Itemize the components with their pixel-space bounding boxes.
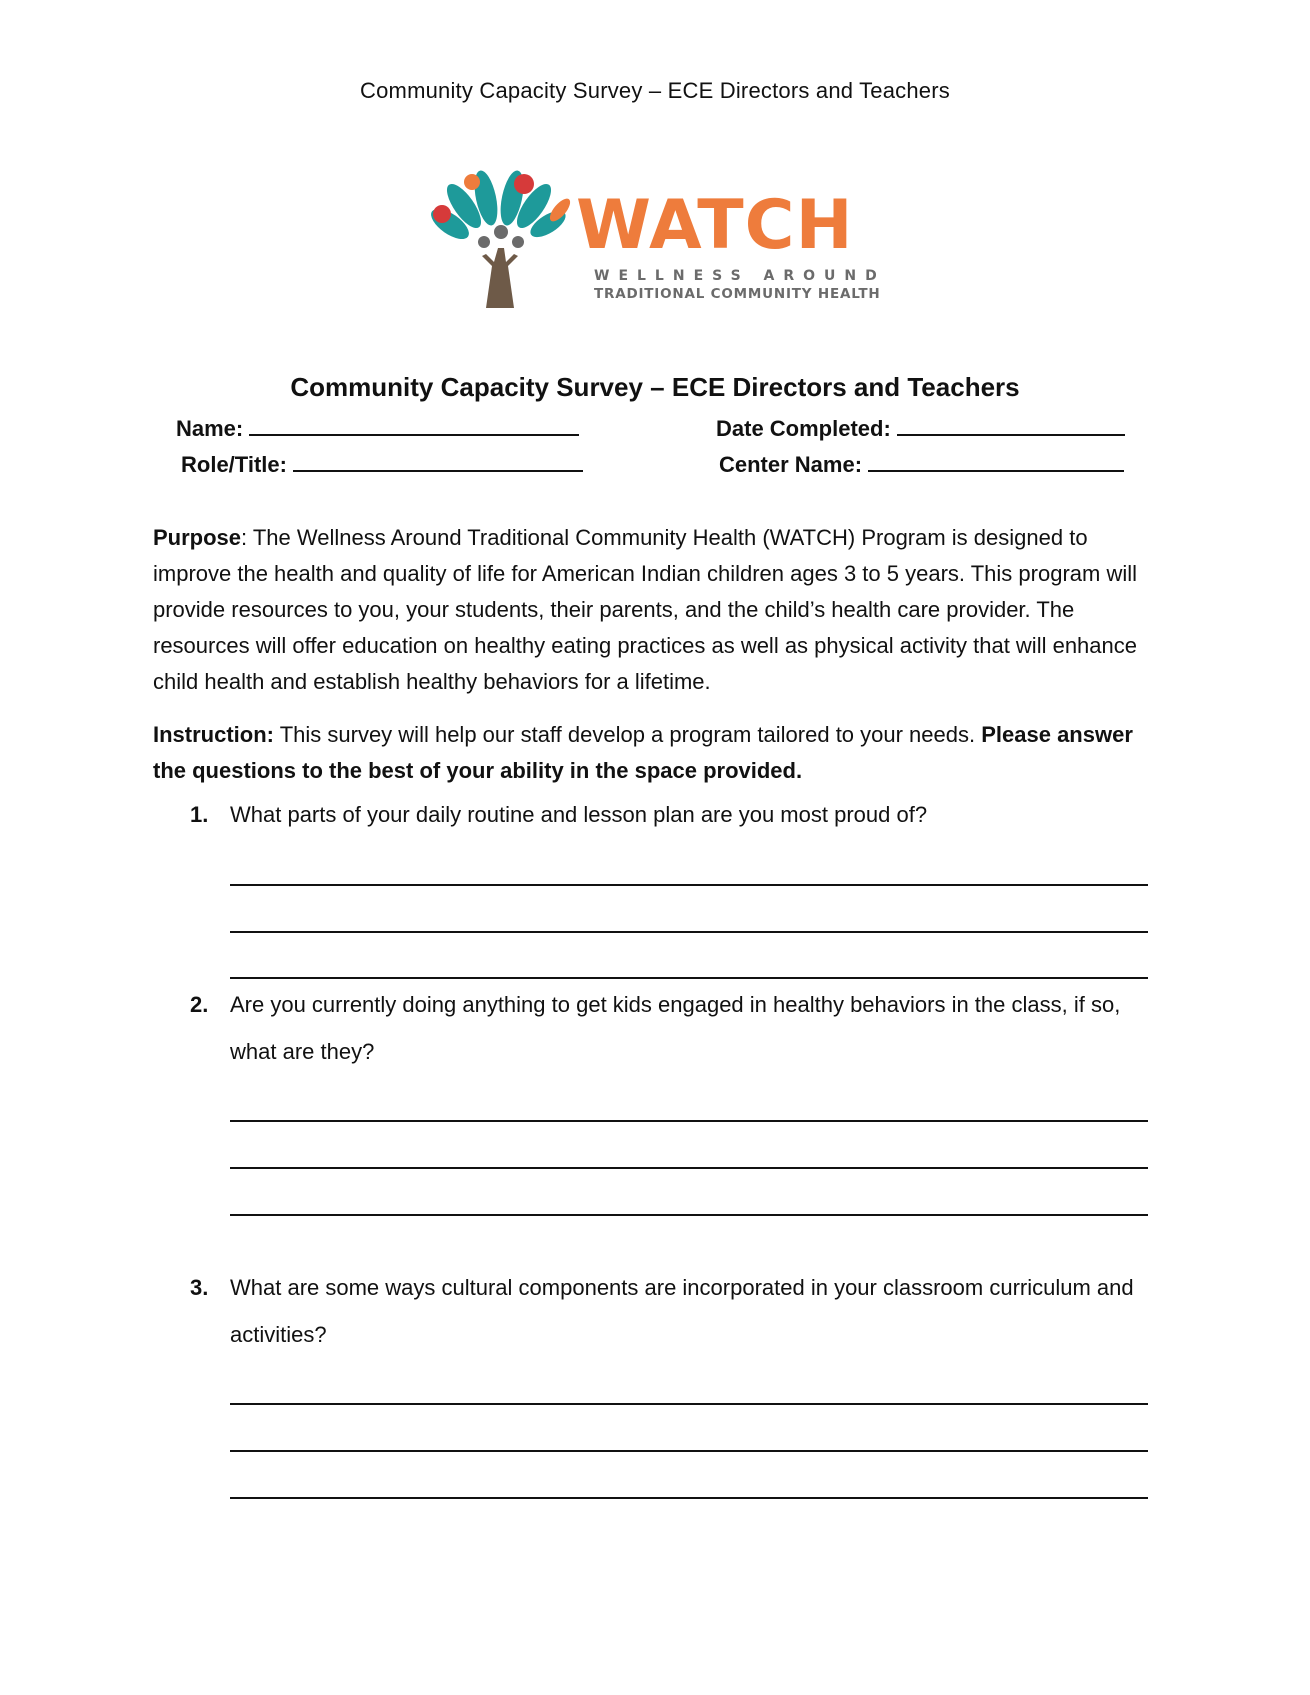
center-name-field[interactable] xyxy=(719,448,1124,478)
question-text: What parts of your daily routine and lesson plan are you most proud of? xyxy=(230,802,928,827)
logo-tagline-1: WELLNESS AROUND xyxy=(594,268,886,284)
person-icon xyxy=(478,236,490,248)
question-text: Are you currently doing anything to get kids engaged in healthy behaviors in the class, if so, what are they? xyxy=(230,992,1121,1064)
running-header: Community Capacity Survey – ECE Directors and Teachers xyxy=(360,78,950,103)
answer-line[interactable] xyxy=(230,884,1148,886)
question-text: What are some ways cultural components are incorporated in your classroom curriculum and activities? xyxy=(230,1275,1134,1347)
apple-icon xyxy=(433,205,451,223)
question-number: 1. xyxy=(190,802,209,827)
date-completed-blank[interactable] xyxy=(897,412,1125,436)
name-label: Name: xyxy=(176,416,244,441)
logo-tagline-2: TRADITIONAL COMMUNITY HEALTH xyxy=(594,286,881,302)
instruction-emphasis: Please answer the questions to the best of your ability in the space provided. xyxy=(153,722,1133,783)
answer-line[interactable] xyxy=(230,1497,1148,1499)
date-completed-field[interactable] xyxy=(716,412,1125,442)
person-icon xyxy=(512,236,524,248)
instruction-text: This survey will help our staff develop a program tailored to your needs. xyxy=(274,722,982,747)
role-title-blank[interactable] xyxy=(293,448,583,472)
logo-wordmark: WATCH xyxy=(576,186,854,265)
instruction-label: Instruction: xyxy=(153,722,274,747)
answer-line[interactable] xyxy=(230,977,1148,979)
instruction-paragraph xyxy=(153,717,1153,789)
person-icon xyxy=(494,225,508,239)
center-name-label: Center Name: xyxy=(719,452,863,477)
question-number: 2. xyxy=(190,992,209,1017)
tree-trunk-icon xyxy=(482,248,518,308)
purpose-text: : The Wellness Around Traditional Community Health (WATCH) Program is designed to improve the health and quality of life for American Indian children ages 3 to 5 years. This program will provide resources to you, your students, their parents, and the child’s health care provider. The resources will offer education on healthy eating practices as well as physical activity that will enhance child health and establish healthy behaviors for a lifetime. xyxy=(153,525,1137,694)
watch-logo xyxy=(428,170,888,310)
watch-logo-graphic xyxy=(428,170,888,310)
role-title-field[interactable] xyxy=(181,448,583,478)
answer-line[interactable] xyxy=(230,1167,1148,1169)
name-field[interactable] xyxy=(176,412,579,442)
date-completed-label: Date Completed: xyxy=(716,416,891,441)
apple-icon xyxy=(514,174,534,194)
answer-line[interactable] xyxy=(230,1450,1148,1452)
question-number: 3. xyxy=(190,1275,209,1300)
answer-line[interactable] xyxy=(230,1403,1148,1405)
form-title: Community Capacity Survey – ECE Directors and Teachers xyxy=(290,372,1020,402)
purpose-paragraph xyxy=(153,520,1153,700)
center-name-blank[interactable] xyxy=(868,448,1124,472)
name-blank[interactable] xyxy=(249,412,579,436)
answer-line[interactable] xyxy=(230,1120,1148,1122)
orange-fruit-icon xyxy=(464,174,480,190)
purpose-label: Purpose xyxy=(153,525,242,550)
answer-line[interactable] xyxy=(230,1214,1148,1216)
answer-line[interactable] xyxy=(230,931,1148,933)
role-title-label: Role/Title: xyxy=(181,452,287,477)
